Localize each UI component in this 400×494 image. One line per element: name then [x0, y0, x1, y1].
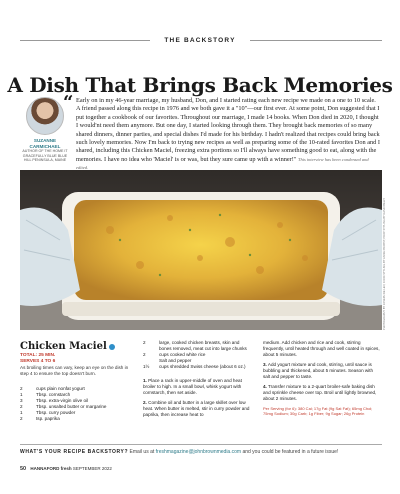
recipe-step: 1. Place a rack in upper-middle of oven and heat broiler to high. In a small bowl, whisk yogurt with cornstarch, then set aside. [143, 378, 242, 395]
page-folio [20, 466, 112, 472]
author-name: SUZANNE CARMICHAEL [29, 138, 61, 149]
steps-column-b [143, 378, 253, 422]
recipe-intro: As broiling times can vary, keep an eye on the dish in step 4 to ensure the top doesn't burn. [20, 365, 129, 376]
story-body [76, 97, 380, 173]
kicker-rule-right [250, 40, 382, 41]
story-text: Early on in my 46-year marriage, my husband, Don, and I started rating each new recipe we made on a one to 10 scale. A friend passed along this recipe in 1976 and we both gave it a "10"—our first ever. At some point, Don suggested that I put together a cookbook of our favorites. Throughout our marriage, I made 14 books. When Don died in 2020, I thought I would'nt need them anymore. But one day, I started looking through them. They brought back memories of so many shared dinners, dinner parties, and special dishes I'd made for his birthday. I hadn't realized that recipes could bring back such lovely memories. Now I'm back to trying new recipes as well as preparing some of the 10-rated favorites Don and I shared, including this Chicken Maciel, freezing extra portions so I'll always have something good to eat, along with the memories. I have no idea who 'Maciel' is or was, but they sure came up with a winner!" [76, 97, 380, 163]
section-kicker: THE BACKSTORY [164, 37, 236, 44]
ingredient-row: 2 tsp. paprika [20, 416, 60, 421]
ingredient-row: 1 Tbsp. cornstarch [20, 392, 71, 397]
page-title: A Dish That Brings Back Memories [7, 73, 393, 97]
ingredient-row: 2 Tbsp. unsalted butter or margarine [20, 404, 107, 409]
ingredient-row: 2 cups plain nonfat yogurt [20, 386, 85, 391]
ingredients-list-a [20, 386, 132, 422]
recipe-step: 4. Transfer mixture to a 2-quart broiler-safe baking dish and sprinkle cheese over top. Broil until lightly browned, about 2 minutes. [263, 384, 377, 401]
ingredient-row: 3 Tbsp. extra-virgin olive oil [20, 398, 89, 403]
casserole-photo [20, 170, 382, 330]
casserole-illustration [20, 170, 382, 330]
recipe-serves: SERVES 4 TO 6 [20, 359, 56, 364]
ingredient-row: 1 Tbsp. curry powder [20, 410, 76, 415]
recipe-step: medium. Add chicken and rice and cook, stirring frequently, until heated through and well coated in spices, about 5 minutes. [263, 340, 380, 357]
ingredients-list-b [143, 340, 253, 370]
cta-line [20, 449, 382, 455]
cta-rule [20, 444, 382, 445]
quote-mark-icon: “ [63, 92, 74, 113]
story-note: This interview has been condensed and edited. [76, 156, 369, 171]
cta-tail: and you could be featured in a future issue! [242, 449, 339, 455]
recipe-step: 2. Combine oil and butter in a large skillet over low heat. When butter is melted, stir in curry powder and paprika, then increase heat to [143, 400, 250, 417]
steps-column-c [263, 340, 381, 416]
author-bio: AUTHOR OF THE HOME IT GRACEFULLY BLUE BLUE HILL PENINSULA, MAINE [22, 149, 68, 162]
recipe-step: 3. Add yogurt mixture and cook, stirring, until sauce is bubbling and thickened, about 5 minutes. Season with salt and pepper to taste. [263, 362, 374, 379]
page-number: 50 [20, 466, 27, 472]
nutrition-info: Per Serving (for 6): 380 Cal; 17g Fat (9g Sat Fat); 65mg Chol; 75mg Sodium; 30g Carb; 1g Fiber; 9g Sugar; 26g Protein [263, 406, 373, 417]
recipe-title-text: Chicken Maciel [20, 341, 107, 352]
cta-email-link[interactable]: freshmagazine@johnbrownmedia.com [155, 449, 242, 455]
ingredient-row: 2 large, cooked chicken breasts, skin and bones removed, meat cut into large chunks [143, 340, 247, 351]
cta-text: Email us at [129, 449, 155, 455]
recipe-badge-icon [109, 344, 115, 350]
recipe-total-time: TOTAL: 25 MIN. [20, 353, 56, 358]
ingredient-row: 2 cups cooked white rice [143, 352, 206, 357]
issue-date: SEPTEMBER 2022 [72, 466, 112, 471]
recipe-title [20, 341, 115, 352]
cta-label: WHAT'S YOUR RECIPE BACKSTORY? [20, 449, 129, 455]
author-photo [26, 97, 64, 135]
ingredient-row: 1½ cups shredded Swiss cheese (about 6 oz.) [143, 364, 246, 369]
magazine-brand: HANNAFORD fresh [30, 466, 72, 471]
photo-credit: PHOTOGRAPHY BY JOSEPH DE LEO; FOOD STYLING BY ANNIE PROBST; PROP STYLING BY RANDI BELLY [383, 197, 386, 330]
ingredient-row: Salt and pepper [159, 358, 192, 363]
